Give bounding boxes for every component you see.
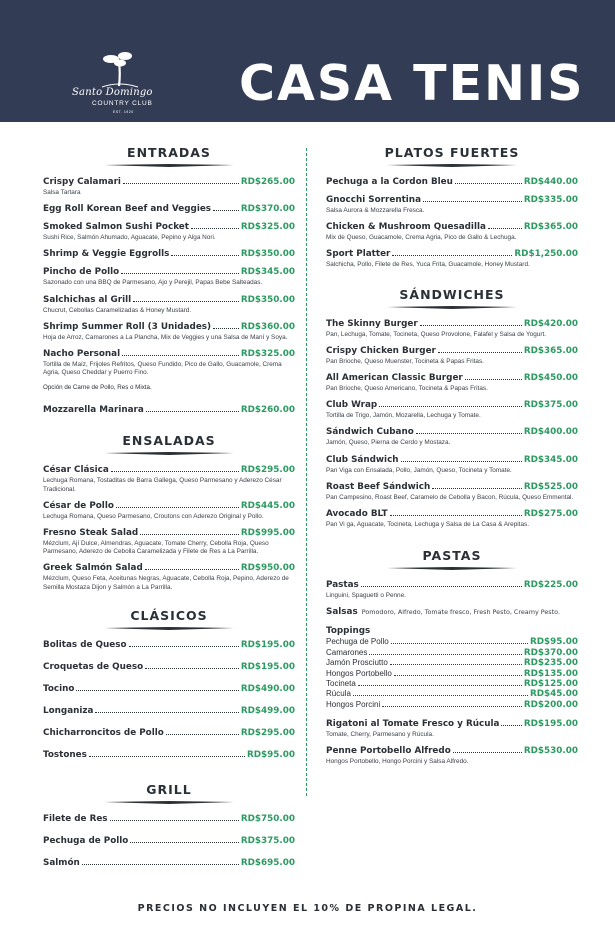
item-price: RD$420.00 [523, 318, 578, 329]
item-row [326, 746, 578, 757]
item-price: RD$195.00 [240, 639, 295, 650]
dot-leader [76, 690, 238, 691]
item-name: Salmón [43, 857, 80, 868]
section-rule [104, 449, 234, 457]
item-name: Croquetas de Queso [43, 661, 144, 672]
item-row [326, 346, 578, 357]
pastas-list [326, 719, 578, 766]
topping-row [326, 689, 578, 699]
topping-price: RD$45.00 [529, 689, 578, 700]
menu-item [326, 427, 578, 447]
dot-leader [146, 411, 239, 412]
item-price: RD$450.00 [523, 373, 578, 384]
item-price: RD$225.00 [523, 580, 578, 591]
item-row [326, 400, 578, 411]
item-row [43, 501, 295, 512]
topping-row [326, 658, 578, 668]
footer-note: PRECIOS NO INCLUYEN EL 10% DE PROPINA LEGAL. [137, 903, 478, 914]
topping-name: Camarones [326, 647, 368, 657]
dot-leader [129, 646, 239, 647]
item-row [43, 836, 295, 847]
item-price: RD$345.00 [240, 267, 295, 278]
clasicos-list [43, 640, 295, 761]
item-name: César Clásica [43, 465, 109, 476]
menu-item [326, 222, 578, 242]
item-name: Egg Roll Korean Beef and Veggies [43, 204, 212, 215]
item-price: RD$365.00 [523, 222, 578, 233]
topping-price: RD$125.00 [523, 679, 578, 690]
item-row [43, 349, 295, 360]
topping-name: Hongos Porcini [326, 699, 381, 709]
item-row [326, 177, 578, 188]
dot-leader [82, 864, 239, 865]
dot-leader [382, 706, 522, 707]
item-price: RD$499.00 [240, 705, 295, 716]
item-price: RD$445.00 [240, 500, 295, 511]
section-rule [104, 798, 234, 806]
menu-item [43, 684, 295, 695]
item-name: Crispy Calamari [43, 177, 121, 187]
item-price: RD$440.00 [523, 177, 578, 187]
dot-leader [191, 228, 239, 229]
section-title-grill: GRILL [146, 781, 192, 797]
section-rule [104, 161, 234, 169]
menu-item [43, 528, 295, 556]
topping-name: Pechuga de Pollo [326, 637, 389, 647]
section-title-sandwiches: SÁNDWICHES [399, 286, 505, 302]
menu-item [326, 249, 578, 269]
item-name: Rigatoni al Tomate Fresco y Rúcula [326, 719, 500, 730]
dot-leader [369, 654, 521, 655]
dot-leader [358, 685, 522, 686]
item-row [43, 222, 295, 233]
item-price: RD$345.00 [523, 454, 578, 465]
item-row [326, 249, 578, 260]
item-description: Chucrut, Cebollas Caramelizadas & Honey Mustard. [43, 306, 192, 314]
item-row [43, 465, 295, 476]
section-rule [104, 624, 234, 632]
topping-row [326, 700, 578, 710]
topping-row [326, 669, 578, 679]
dot-leader [89, 756, 245, 757]
menu-item [43, 322, 295, 342]
menu-item [43, 858, 295, 869]
item-description: Pan Campesino, Roast Beef, Caramelo de Cebolla y Bacon, Rúcula, Queso Emmental. [326, 493, 574, 501]
item-row [326, 482, 578, 493]
dot-leader [420, 325, 522, 326]
item-name: Crispy Chicken Burger [326, 345, 436, 356]
grill-list [43, 814, 295, 869]
menu-item [326, 373, 578, 393]
menu-item [326, 482, 578, 502]
item-description: Linguini, Spaguetti o Penne. [326, 592, 406, 600]
item-price: RD$260.00 [240, 405, 295, 416]
item-description: Pan Viga con Ensalada, Pollo, Jamón, Queso, Tocineta y Tomate. [326, 466, 512, 474]
item-description: Tortilla de Trigo, Jamón, Mozarella, Lechuga y Tomate. [326, 412, 481, 420]
item-name: César de Pollo [43, 500, 114, 511]
item-row [43, 684, 295, 695]
menu-item [326, 509, 578, 529]
item-row [326, 319, 578, 330]
dot-leader [145, 569, 239, 570]
item-name: Pechuga de Pollo [43, 835, 129, 846]
dot-leader [455, 183, 522, 184]
salsas-line [326, 607, 578, 617]
item-name: Penne Portobello Alfredo [326, 746, 451, 757]
dot-leader [95, 712, 238, 713]
menu-item [326, 195, 578, 215]
item-row [326, 195, 578, 206]
item-name: Club Wrap [326, 400, 378, 411]
item-price: RD$695.00 [240, 857, 295, 868]
item-name: Mozzarella Marinara [43, 405, 144, 416]
item-description: Salsa Tartara [43, 189, 81, 196]
item-price: RD$530.00 [523, 746, 578, 757]
item-row [326, 373, 578, 384]
menu-item [43, 728, 295, 739]
item-row [326, 509, 578, 520]
dot-leader [390, 664, 522, 665]
entradas-list [43, 177, 295, 377]
dot-leader [488, 228, 522, 229]
item-name: Smoked Salmon Sushi Pocket [43, 222, 189, 233]
item-description: Pan Vi ga, Aguacate, Tocineta, Lechuga y Salsa de La Casa & Arepitas. [326, 521, 529, 529]
menu-item [326, 177, 578, 188]
dot-leader [392, 255, 512, 256]
item-description: Tortilla de Maíz, Frijoles Refritos, Queso Fundido, Pico de Gallo, Guacamole, Crema Agria, Queso Cheddar y Puerro Fino. [43, 361, 282, 377]
section-title-clasicos: CLÁSICOS [130, 607, 208, 623]
item-price: RD$750.00 [240, 813, 295, 824]
topping-name: Hongos Portobello [326, 668, 392, 678]
menu-item [43, 750, 295, 761]
club-logo [62, 50, 180, 120]
menu-item [43, 405, 295, 416]
menu-item [43, 662, 295, 673]
dot-leader [423, 201, 522, 202]
item-row [43, 267, 295, 278]
item-description: Hongos Portobello, Hongo Porcini y Salsa Alfredo. [326, 758, 469, 766]
item-price: RD$375.00 [523, 400, 578, 411]
menu-item [43, 295, 295, 315]
item-description: Tomate, Cherry, Parmesano y Rúcula. [326, 731, 434, 739]
dot-leader [166, 734, 239, 735]
header-banner [0, 0, 615, 122]
dot-leader [353, 695, 528, 696]
menu-item [326, 400, 578, 420]
dot-leader [501, 725, 521, 726]
dot-leader [361, 586, 522, 587]
item-row [43, 728, 295, 739]
menu-item [43, 706, 295, 717]
toppings-title: Toppings [326, 626, 371, 637]
item-name: Avocado BLT [326, 509, 388, 520]
salsas-text: Pomodoro, Alfredo, Tomate fresco, Fresh Pesto, Creamy Pesto. [361, 608, 560, 617]
item-price: RD$295.00 [240, 465, 295, 476]
item-row [43, 814, 295, 825]
menu-item [326, 580, 578, 600]
item-description: Pan Brioche, Queso Americano, Tocineta & Papas Fritas. [326, 385, 488, 393]
item-price: RD$325.00 [240, 349, 295, 360]
dot-leader [394, 675, 522, 676]
item-row [43, 528, 295, 539]
item-name: Pincho de Pollo [43, 267, 120, 278]
topping-name: Jamón Prosciutto [326, 658, 388, 668]
page-title: CASA TENIS [239, 55, 585, 112]
dot-leader [130, 842, 239, 843]
dot-leader [390, 515, 522, 516]
topping-price: RD$235.00 [523, 658, 578, 669]
item-row [43, 204, 295, 215]
logo-script-text: Santo Domingo [72, 87, 153, 98]
menu-item [43, 814, 295, 825]
item-name: Pechuga a la Cordon Bleu [326, 177, 453, 187]
item-name: Chicharroncitos de Pollo [43, 727, 164, 738]
item-price: RD$295.00 [240, 727, 295, 738]
dot-leader [465, 379, 522, 380]
menu-item [43, 177, 295, 197]
dot-leader [145, 668, 239, 669]
logo-club-text: COUNTRY CLUB [92, 100, 153, 107]
logo-est-text: EST. 1920 [113, 110, 134, 114]
item-name: Greek Salmón Salad [43, 563, 143, 574]
item-price: RD$950.00 [240, 563, 295, 574]
item-row [43, 249, 295, 260]
dot-leader [213, 210, 239, 211]
item-name: Tocino [43, 683, 75, 694]
item-price: RD$365.00 [523, 345, 578, 356]
item-row [43, 858, 295, 869]
menu-item [43, 465, 295, 493]
item-row [43, 662, 295, 673]
section-rule [387, 303, 517, 311]
item-price: RD$195.00 [240, 661, 295, 672]
dot-leader [116, 507, 239, 508]
dot-leader [133, 301, 239, 302]
dot-leader [379, 406, 522, 407]
item-price: RD$275.00 [523, 509, 578, 520]
palm-tree-icon [62, 50, 180, 90]
item-description: Salsa Aurora & Mozzarella Fresca. [326, 207, 425, 214]
topping-price: RD$135.00 [523, 668, 578, 679]
item-price: RD$350.00 [240, 249, 295, 260]
item-name: Nacho Personal [43, 349, 121, 360]
item-description: Mézclum, Ají Dulce, Almendras, Aguacate, Tomate Cherry, Cebolla Roja, Queso Parmesano, Aderezo de Cebolla Caramelizada y Filete de Res a La Parrilla. [43, 540, 269, 556]
item-description: Lechuga Romana, Tostaditas de Barra Gallega, Queso Parmesano y Aderezo César Tradicional. [43, 477, 282, 493]
item-name: Sándwich Cubano [326, 427, 414, 438]
menu-item [43, 204, 295, 215]
item-row [43, 750, 295, 761]
item-name: Shrimp & Veggie Eggrolls [43, 249, 170, 260]
dot-leader [401, 461, 522, 462]
dot-leader [122, 355, 239, 356]
item-row [326, 719, 578, 730]
menu-item [43, 640, 295, 651]
item-row [43, 295, 295, 306]
item-description: Hoja de Arroz, Camarones a La Plancha, Mix de Veggies y una Salsa de Maní y Soya. [43, 333, 288, 341]
item-name: Gnocchi Sorrentina [326, 195, 422, 205]
menu-item [43, 501, 295, 521]
section-rule [387, 564, 517, 572]
menu-item [43, 563, 295, 591]
item-description: Mix de Queso, Guacamole, Crema Agria, Pico de Gallo & Lechuga. [326, 234, 517, 242]
item-name: Shrimp Summer Roll (3 Unidades) [43, 321, 212, 332]
item-price: RD$335.00 [523, 195, 578, 205]
right-column [326, 145, 578, 774]
menu-item [326, 319, 578, 339]
menu-item [43, 836, 295, 847]
item-row [43, 177, 295, 188]
topping-price: RD$95.00 [529, 637, 578, 648]
menu-item [43, 349, 295, 377]
item-name: Club Sándwich [326, 454, 399, 465]
section-title-pastas: PASTAS [422, 548, 482, 564]
menu-item [326, 719, 578, 739]
dot-leader [453, 752, 522, 753]
item-name: Longaniza [43, 705, 94, 716]
platos-fuertes-list [326, 177, 578, 270]
item-name: Chicken & Mushroom Quesadilla [326, 222, 486, 233]
item-name: Bolitas de Queso [43, 639, 127, 650]
section-title-platos-fuertes: PLATOS FUERTES [384, 145, 520, 160]
menu-item [326, 346, 578, 366]
item-name: Tostones [43, 749, 87, 760]
item-name: Filete de Res [43, 813, 108, 824]
topping-name: Tocineta [326, 679, 356, 689]
item-description: Lechuga Romana, Queso Parmesano, Croutons con Aderezo Original y Pollo. [43, 512, 264, 520]
topping-row [326, 679, 578, 689]
dot-leader [391, 643, 528, 644]
topping-name: Rúcula [326, 689, 351, 699]
item-price: RD$195.00 [523, 719, 578, 730]
item-description: Sushi Rice, Salmón Ahumado, Aguacate, Pepino y Alga Nori. [43, 234, 216, 242]
dot-leader [416, 433, 522, 434]
item-price: RD$350.00 [240, 294, 295, 305]
item-description: Mézclum, Queso Feta, Aceitunas Negras, Aguacate, Cebolla Roja, Pepino, Aderezo de Semilla Mostaza Dijon y Salmón a La Parrilla. [43, 575, 289, 591]
salsas-label: Salsas [326, 607, 358, 618]
nacho-note: Opción de Carne de Pollo, Res o Mixta. [43, 384, 152, 392]
item-row [326, 455, 578, 466]
item-name: The Skinny Burger [326, 318, 418, 329]
item-price: RD$375.00 [240, 835, 295, 846]
item-row [43, 322, 295, 333]
item-price: RD$265.00 [240, 177, 295, 187]
item-price: RD$525.00 [523, 481, 578, 492]
section-title-entradas: ENTRADAS [127, 145, 211, 160]
column-divider [306, 148, 307, 796]
item-name: Pastas [326, 580, 359, 591]
sandwiches-list [326, 319, 578, 530]
item-row [43, 640, 295, 651]
dot-leader [123, 183, 239, 184]
menu-item [43, 267, 295, 287]
dot-leader [110, 820, 239, 821]
dot-leader [111, 471, 239, 472]
item-row [43, 706, 295, 717]
menu-item [43, 222, 295, 242]
topping-price: RD$200.00 [523, 699, 578, 710]
menu-item [326, 746, 578, 766]
toppings-list [326, 637, 578, 710]
item-price: RD$95.00 [246, 749, 295, 760]
item-name: Sport Platter [326, 249, 391, 260]
dot-leader [140, 534, 239, 535]
item-price: RD$325.00 [240, 222, 295, 233]
dot-leader [121, 273, 239, 274]
item-name: Fresno Steak Salad [43, 528, 139, 539]
topping-row [326, 637, 578, 647]
item-row [326, 222, 578, 233]
item-name: All American Classic Burger [326, 373, 463, 384]
item-description: Salchicha, Pollo, Filete de Res, Yuca Frita, Guacamole, Honey Mustard. [326, 261, 530, 269]
section-rule [387, 161, 517, 169]
item-description: Sazonado con una BBQ de Parmesano, Ajo y Perejil, Papas Bebe Salteadas. [43, 279, 263, 287]
item-price: RD$360.00 [240, 321, 295, 332]
dot-leader [432, 488, 522, 489]
item-description: Pan Brioche, Queso Muenster, Tocineta & Papas Fritas. [326, 357, 484, 365]
item-price: RD$490.00 [240, 683, 295, 694]
item-row [326, 427, 578, 438]
dot-leader [213, 328, 239, 329]
item-description: Pan, Lechuga, Tomate, Tocineta, Queso Provolone, Falafel y Salsa de Yogurt. [326, 330, 547, 338]
item-price: RD$370.00 [240, 204, 295, 215]
item-price: RD$995.00 [240, 528, 295, 539]
menu-item [43, 249, 295, 260]
item-description: Jamón, Queso, Pierna de Cerdo y Mostaza. [326, 439, 451, 447]
item-price: RD$400.00 [523, 427, 578, 438]
ensaladas-list [43, 465, 295, 591]
item-name: Salchichas al Grill [43, 294, 132, 305]
topping-row [326, 648, 578, 658]
topping-price: RD$370.00 [523, 647, 578, 658]
item-name: Roast Beef Sándwich [326, 481, 431, 492]
dot-leader [171, 255, 238, 256]
item-row [43, 563, 295, 574]
dot-leader [438, 352, 522, 353]
section-title-ensaladas: ENSALADAS [122, 433, 216, 449]
item-price: RD$1,250.00 [514, 249, 578, 260]
left-column [43, 145, 295, 880]
menu-item [326, 455, 578, 475]
